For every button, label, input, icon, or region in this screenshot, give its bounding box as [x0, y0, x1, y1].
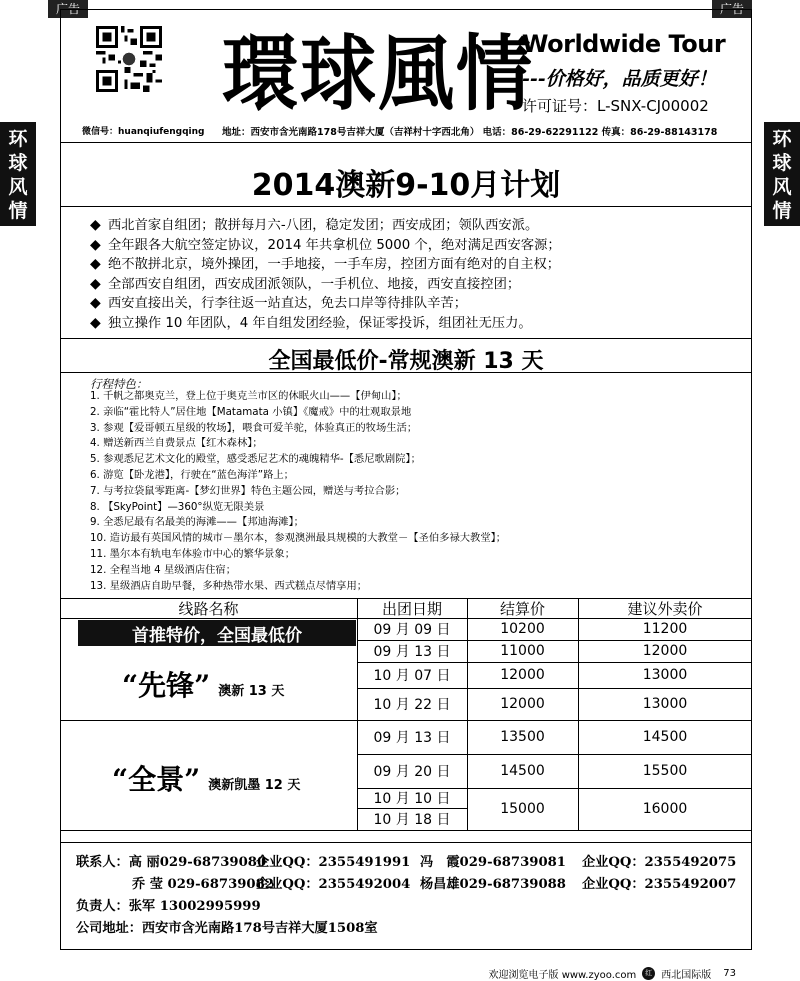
- column-header: 出团日期: [381, 599, 442, 618]
- list-item: 2. 亲临“霍比特人”居住地【Matamata 小镇】《魔戒》中的壮观取景地: [90, 405, 412, 418]
- list-item: ◆ 西安直接出关，行李往返一站直达，免去口岸等待排队辛苦；: [90, 295, 468, 312]
- table-cell-date: 09 月 13 日: [373, 730, 451, 746]
- route-pioneer: [122, 664, 284, 704]
- diamond-bullet-icon: ◆: [90, 256, 101, 273]
- page-number: 73: [723, 968, 736, 979]
- contact-row: [76, 896, 736, 918]
- feature-list: [90, 216, 561, 334]
- itinerary-list: [90, 389, 506, 594]
- table-cell-date: 10 月 18 日: [373, 812, 451, 828]
- table-cell-date: 10 月 07 日: [373, 668, 451, 684]
- company-address: 公司地址：西安市含光南路178号吉祥大厦1508室: [76, 921, 378, 936]
- section-title: 全国最低价-常规澳新 13 天: [268, 349, 544, 374]
- table-cell-retail: 14500: [642, 729, 688, 745]
- contact-person: 乔 莹 029-68739082: [132, 877, 274, 892]
- list-item: ◆ 西北首家自组团；散拼每月六-八团，稳定发团；西安成团；领队西安派。: [90, 217, 539, 233]
- list-item: 12. 全程当地 4 星级酒店住宿；: [90, 563, 237, 576]
- list-item: ◆ 绝不散拼北京，境外操团，一手地接，一手车房，控团方面有绝对的自主权；: [90, 256, 561, 273]
- list-item: 5. 参观悉尼艺术文化的殿堂，感受悉尼艺术的魂魄精华-【悉尼歌剧院】；: [90, 453, 421, 466]
- route-desc: 澳新 13 天: [218, 684, 285, 699]
- wechat-id: 微信号：huanqiufengqing: [82, 127, 205, 137]
- ad-label-left: 广告: [48, 0, 88, 18]
- contact-manager: 负责人：张军 13002995999: [76, 899, 261, 914]
- divider: [60, 142, 752, 143]
- ad-label-right: 广告: [712, 0, 752, 18]
- route-panorama: [112, 758, 300, 798]
- list-item: 9. 全悉尼最有名最美的海滩——【邦迪海滩】；: [90, 516, 304, 529]
- brand-english-name: Worldwide Tour: [522, 30, 726, 58]
- qr-code-icon[interactable]: [96, 26, 162, 92]
- list-item: ◆ 全部西安自组团，西安成团派领队，一手机位、地接，西安直接控团；: [90, 275, 521, 292]
- route-desc: 澳新凯墨 12 天: [208, 778, 301, 793]
- column-header: 建议外卖价: [627, 599, 703, 618]
- diamond-bullet-icon: ◆: [90, 314, 101, 331]
- table-cell-settle: 11000: [500, 643, 545, 659]
- table-cell-settle: 15000: [500, 801, 545, 817]
- contact-person: 联系人：高 丽029-68739080: [76, 855, 267, 870]
- contact-qq: 企业QQ：2355491991: [256, 855, 411, 870]
- table-cell-settle: 12000: [500, 696, 545, 712]
- company-address-line: 地址：西安市含光南路178号吉祥大厦（吉祥村十字西北角） 电话：86-29-62291122 传真：86-29-88143178: [222, 127, 718, 138]
- itinerary-heading: 行程特色：: [90, 377, 148, 391]
- edition-name: 西北国际版: [661, 970, 712, 981]
- contact-person: 杨昌雄029-68739088: [420, 877, 566, 892]
- list-item: 10. 造访最有英国风情的城市－墨尔本，参观澳洲最具规模的大教堂－【圣伯多禄大教堂】；: [90, 532, 507, 545]
- side-tab-right: 环 球 风 情: [764, 122, 800, 226]
- diamond-bullet-icon: ◆: [90, 295, 101, 312]
- table-cell-retail: 11200: [642, 621, 688, 637]
- column-header: 结算价: [499, 599, 545, 618]
- route-name: “全景”: [112, 763, 201, 796]
- contact-row: [76, 852, 736, 874]
- divider: [60, 338, 752, 339]
- diamond-bullet-icon: ◆: [90, 217, 101, 233]
- edition-logo-icon: 红: [642, 967, 655, 980]
- table-cell-settle: 14500: [500, 763, 545, 779]
- contact-qq: 企业QQ：2355492004: [256, 877, 411, 892]
- divider: [60, 372, 752, 373]
- list-item: 13. 星级酒店自助早餐，多种热带水果、西式糕点尽情享用；: [90, 579, 368, 592]
- contact-qq: 企业QQ：2355492007: [582, 877, 737, 892]
- promo-banner: 首推特价，全国最低价: [78, 620, 356, 646]
- list-item: ◆ 全年跟各大航空签定协议，2014 年共拿机位 5000 个，绝对满足西安客源；: [90, 236, 561, 253]
- brand-slogan: ---价格好，品质更好！: [522, 68, 717, 90]
- route-name: “先锋”: [122, 669, 211, 702]
- table-cell-retail: 16000: [642, 801, 688, 817]
- list-item: 11. 墨尔本有轨电车体验市中心的繁华景象；: [90, 547, 295, 560]
- table-cell-retail: 13000: [642, 667, 688, 683]
- contact-block: [76, 852, 736, 940]
- column-header: 线路名称: [178, 599, 239, 618]
- table-cell-settle: 13500: [500, 729, 545, 745]
- list-item: 3. 参观【爱哥顿五星级的牧场】，喂食可爱羊驼，体验真正的牧场生活；: [90, 421, 418, 434]
- page-footer: [489, 966, 736, 981]
- contact-qq: 企业QQ：2355492075: [582, 855, 737, 870]
- side-tab-left: 环 球 风 情: [0, 122, 36, 226]
- list-item: 1. 千帆之都奥克兰，登上位于奥克兰市区的休眠火山——【伊甸山】；: [90, 390, 407, 402]
- table-cell-date: 10 月 10 日: [373, 791, 451, 807]
- table-cell-date: 10 月 22 日: [373, 697, 451, 713]
- brand-logo: 環球風情: [222, 25, 534, 122]
- table-cell-date: 09 月 13 日: [373, 644, 451, 660]
- list-item: 8. 【SkyPoint】—360°纵览无限美景: [90, 500, 265, 513]
- contact-row: [76, 874, 736, 896]
- table-cell-retail: 13000: [642, 696, 688, 712]
- list-item: ◆ 独立操作 10 年团队，4 年自组发团经验，保证零投诉，组团社无压力。: [90, 314, 532, 331]
- table-cell-retail: 15500: [642, 763, 688, 779]
- table-cell-settle: 10200: [500, 621, 545, 637]
- contact-row: [76, 918, 736, 940]
- list-item: 4. 赠送新西兰自费景点【红木森林】；: [90, 437, 263, 450]
- page-title: 2014澳新9-10月计划: [251, 168, 561, 203]
- license-number: 许可证号：L-SNX-CJ00002: [522, 97, 709, 115]
- table-cell-date: 09 月 20 日: [373, 764, 451, 780]
- list-item: 7. 与考拉袋鼠零距离-【梦幻世界】特色主题公园，赠送与考拉合影；: [90, 484, 406, 497]
- contact-person: 冯 霞029-68739081: [420, 855, 566, 870]
- list-item: 6. 游览【卧龙港】，行驶在“蓝色海洋”路上；: [90, 468, 294, 481]
- table-cell-retail: 12000: [642, 643, 688, 659]
- table-cell-settle: 12000: [500, 667, 545, 683]
- diamond-bullet-icon: ◆: [90, 275, 101, 292]
- table-cell-date: 09 月 09 日: [373, 622, 451, 638]
- diamond-bullet-icon: ◆: [90, 236, 101, 253]
- footer-text: 欢迎浏览电子版 www.zyoo.com: [488, 970, 637, 981]
- divider: [60, 206, 752, 207]
